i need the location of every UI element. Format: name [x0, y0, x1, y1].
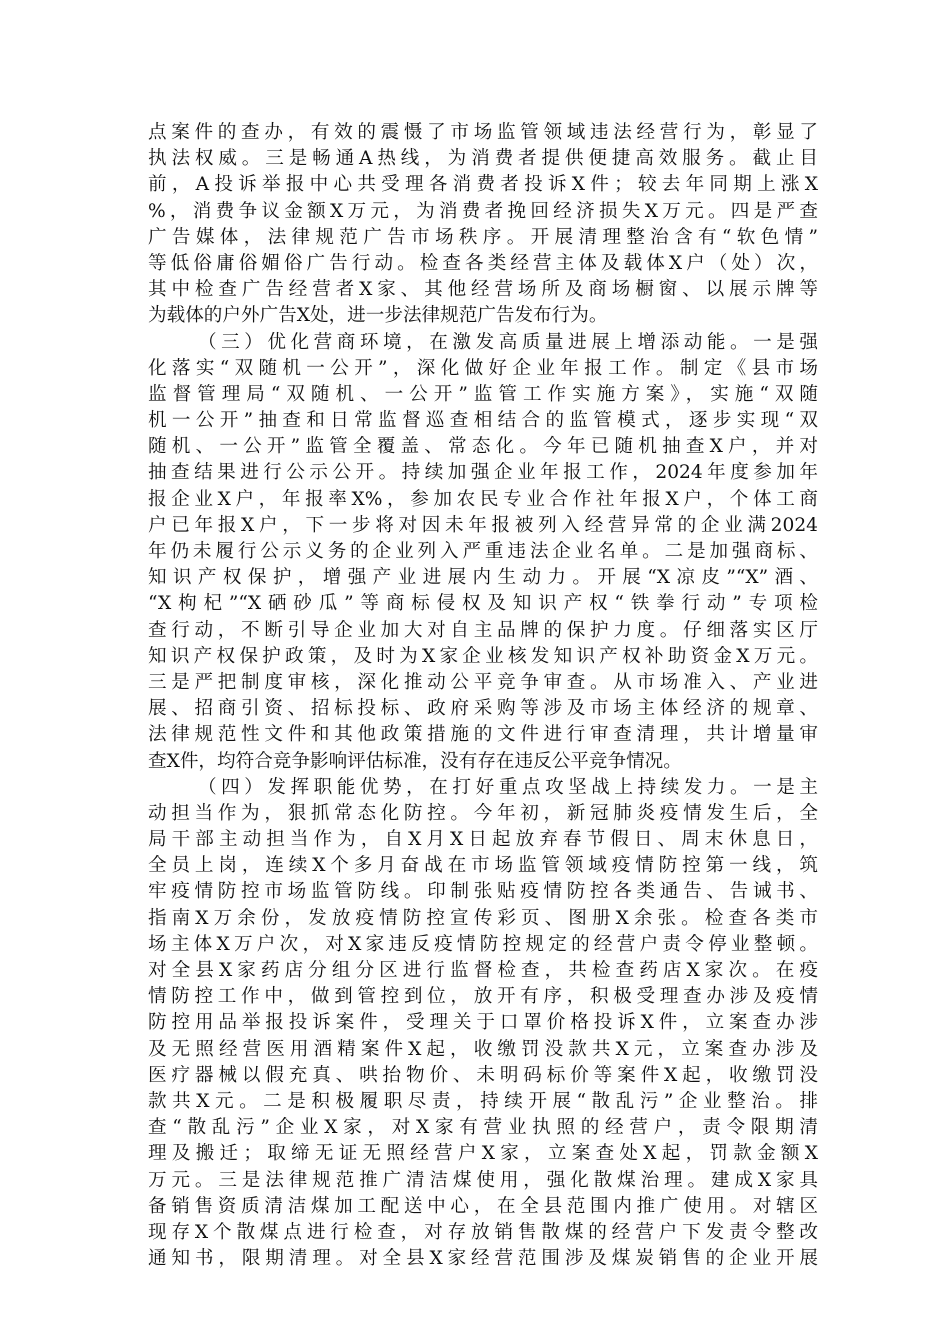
text-line: 防控用品举报投诉案件，受理关于口罩价格投诉X件，立案查办涉	[148, 1012, 818, 1034]
text-line: 机一公开”抽查和日常监督巡查相结合的监管模式，逐步实现“双	[148, 410, 818, 432]
text-line: 情防控工作中，做到管控到位，放开有序，积极受理查办涉及疫情	[148, 986, 818, 1008]
text-line: 知识产权保护，增强产业进展内生动力。开展“X凉皮”“X”酒、	[148, 567, 818, 589]
text-line: 知识产权保护政策，及时为X家企业核发知识产权补助资金X万元。	[148, 645, 818, 667]
text-line: 备销售资质清洁煤加工配送中心，在全县范围内推广使用。对辖区	[148, 1195, 818, 1217]
text-line: 对全县X家药店分组分区进行监督检查，共检查药店X家次。在疫	[148, 960, 818, 981]
text-line: 查“散乱污”企业X家，对X家有营业执照的经营户，责令限期清	[148, 1117, 818, 1139]
text-line: 户已年报X户，下一步将对因未年报被列入经营异常的企业满2024	[148, 514, 818, 536]
text-line: 牢疫情防控市场监管防线。印制张贴疫情防控各类通告、告诫书、	[148, 881, 818, 903]
text-line: 查X件，均符合竞争影响评估标准，没有存在违反公平竞争情况。	[148, 750, 682, 772]
text-line: 抽查结果进行公示公开。持续加强企业年报工作，2024年度参加年	[148, 462, 818, 484]
text-line: 指南X万余份，发放疫情防控宣传彩页、图册X余张。检查各类市	[148, 907, 818, 929]
text-line: 报企业X户，年报率X%，参加农民专业合作社年报X户，个体工商	[148, 488, 818, 510]
text-line: 广告媒体，法律规范广告市场秩序。开展清理整治含有“软色情”	[148, 226, 818, 248]
text-line: 监督管理局“双随机、一公开”监管工作实施方案》，实施“双随	[148, 383, 818, 405]
text-line: 前，A投诉举报中心共受理各消费者投诉X件；较去年同期上涨X	[148, 174, 818, 196]
text-line: （四）发挥职能优势，在打好重点攻坚战上持续发力。一是主	[198, 776, 818, 798]
text-line: 全员上岗，连续X个多月奋战在市场监管领域疫情防控第一线，筑	[148, 855, 818, 877]
text-line: 局干部主动担当作为，自X月X日起放弃春节假日、周末休息日，	[148, 829, 818, 851]
text-line: 通知书，限期清理。对全县X家经营范围涉及煤炭销售的企业开展	[148, 1248, 818, 1270]
text-line: 场主体X万户次，对X家违反疫情防控规定的经营户责令停业整顿。	[148, 933, 818, 955]
text-line: 查行动，不断引导企业加大对自主品牌的保护力度。仔细落实区厅	[148, 619, 818, 641]
text-line: 理及搬迁；取缔无证无照经营户X家，立案查处X起，罚款金额X	[148, 1143, 818, 1165]
text-line: %，消费争议金额X万元，为消费者挽回经济损失X万元。四是严查	[148, 200, 818, 222]
text-line: 化落实“双随机一公开”，深化做好企业年报工作。制定《县市场	[148, 357, 818, 379]
text-line: 其中检查广告经营者X家、其他经营场所及商场橱窗、以展示牌等	[148, 279, 818, 301]
text-line: 医疗器械以假充真、哄抬物价、未明码标价等案件X起，收缴罚没	[148, 1064, 818, 1086]
text-line: 款共X元。二是积极履职尽责，持续开展“散乱污”企业整治。排	[148, 1090, 818, 1112]
text-line: （三）优化营商环境，在激发高质量进展上增添动能。一是强	[198, 331, 818, 353]
text-line: 随机、一公开”监管全覆盖、常态化。今年已随机抽查X户，并对	[148, 436, 818, 458]
text-line: 法律规范性文件和其他政策措施的文件进行审查清理，共计增量审	[148, 724, 818, 746]
text-line: “X枸杞”“X硒砂瓜”等商标侵权及知识产权“铁拳行动”专项检	[148, 593, 818, 615]
text-line: 执法权威。三是畅通A热线，为消费者提供便捷高效服务。截止目	[148, 148, 818, 170]
text-line: 万元。三是法律规范推广清洁煤使用，强化散煤治理。建成X家具	[148, 1169, 818, 1191]
document-page	[148, 120, 818, 1272]
text-line: 等低俗庸俗媚俗广告行动。检查各类经营主体及载体X户（处）次，	[148, 252, 818, 274]
text-line: 展、招商引资、招标投标、政府采购等涉及市场主体经济的规章、	[148, 698, 818, 720]
text-line: 点案件的查办，有效的震慑了市场监管领域违法经营行为，彰显了	[148, 122, 818, 143]
text-line: 年仍未履行公示义务的企业列入严重违法企业名单。二是加强商标、	[148, 541, 818, 562]
text-line: 及无照经营医用酒精案件X起，收缴罚没款共X元，立案查办涉及	[148, 1038, 818, 1060]
text-line: 为载体的户外广告X处，进一步法律规范广告发布行为。	[148, 305, 608, 327]
text-line: 动担当作为，狠抓常态化防控。今年初，新冠肺炎疫情发生后，全	[148, 802, 818, 824]
text-line: 现存X个散煤点进行检查，对存放销售散煤的经营户下发责令整改	[148, 1221, 818, 1243]
text-line: 三是严把制度审核，深化推动公平竞争审查。从市场准入、产业进	[148, 671, 818, 693]
